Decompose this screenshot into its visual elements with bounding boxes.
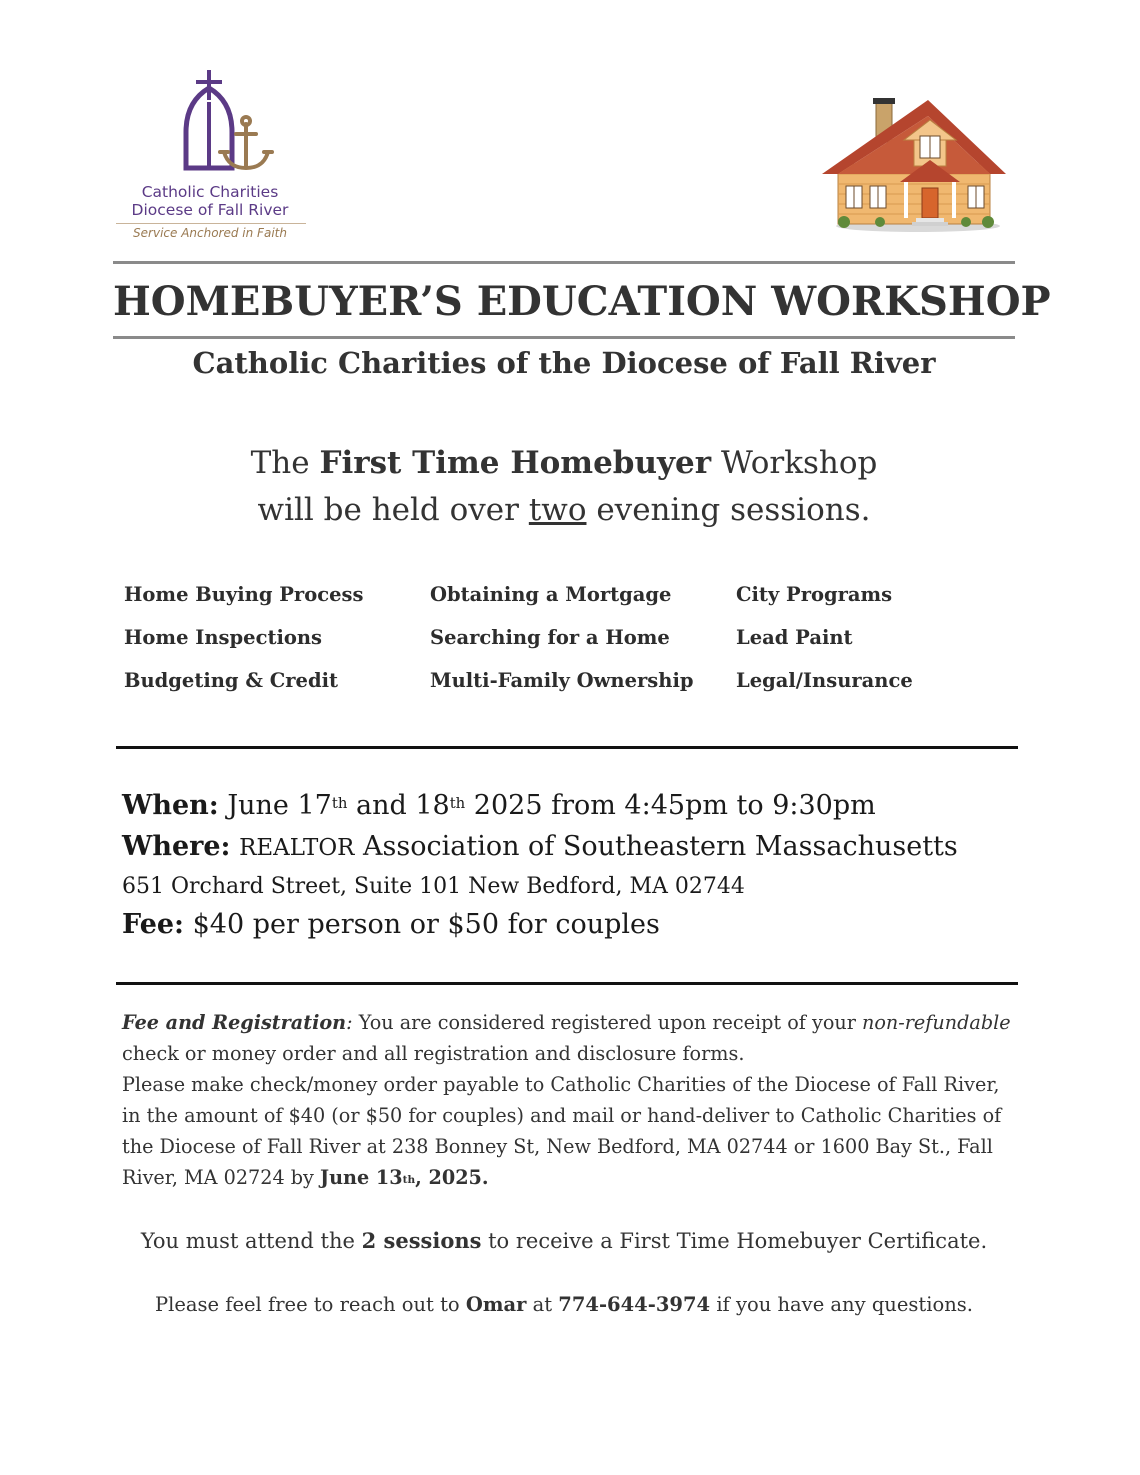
topic-item: Searching for a Home	[430, 626, 670, 649]
non-refundable-text: non-refundable	[862, 1011, 1011, 1034]
fee-line: Fee: $40 per person or $50 for couples	[122, 909, 660, 940]
contact-phone: 774-644-3974	[558, 1293, 711, 1316]
topic-item: Home Inspections	[124, 626, 323, 649]
logo-tagline: Service Anchored in Faith	[133, 226, 287, 240]
workshop-intro	[113, 440, 1015, 534]
where-label: Where:	[122, 831, 231, 862]
logo-line-1: Catholic Charities	[141, 183, 279, 201]
intro-line-2: will be held over two evening sessions.	[257, 492, 871, 528]
intro-underline: two	[528, 492, 587, 528]
title-top-rule	[113, 261, 1015, 264]
page-title: HOMEBUYER’S EDUCATION WORKSHOP	[113, 278, 1051, 325]
topic-item: Home Buying Process	[124, 583, 364, 606]
topic-item: Obtaining a Mortgage	[430, 583, 672, 606]
catholic-charities-logo	[112, 68, 312, 244]
topic-item: Legal/Insurance	[736, 669, 913, 692]
logo-line-2: Diocese of Fall River	[131, 201, 289, 219]
contact-name: Omar	[465, 1293, 527, 1316]
registration-label: Fee and Registration	[122, 1011, 347, 1034]
contact-note: Please feel free to reach out to Omar at 774-644-3974 if you have any questions.	[154, 1293, 973, 1316]
intro-line-1: The First Time Homebuyer Workshop	[250, 445, 878, 481]
intro-bold: First Time Homebuyer	[319, 445, 712, 481]
details-bottom-rule	[116, 982, 1018, 985]
address-line: 651 Orchard Street, Suite 101 New Bedford, MA 02744	[122, 874, 745, 899]
attendance-note: You must attend the 2 sessions to receive a First Time Homebuyer Certificate.	[140, 1228, 988, 1253]
topic-item: Budgeting & Credit	[124, 669, 338, 692]
when-label: When:	[122, 790, 219, 821]
cross-anchor-icon	[112, 68, 312, 180]
topic-item: Lead Paint	[736, 626, 853, 649]
house-icon	[818, 94, 1010, 234]
topic-item: City Programs	[736, 583, 893, 606]
topic-item: Multi-Family Ownership	[430, 669, 694, 692]
organization-subtitle: Catholic Charities of the Diocese of Fall River	[192, 346, 936, 380]
where-line: Where: REALTOR Association of Southeastern Massachusetts	[122, 831, 958, 862]
deadline: June 13th, 2025.	[320, 1166, 489, 1189]
registration-paragraph: Fee and Registration: You are considered registered upon receipt of your non-refundable check or money order and all registration and disclosure forms. Please make check/money order payable to Catholic Charities of the Diocese of Fall River, in the amount of $40 (or $50 for couples) and mail or hand-deliver to Catholic Charities of the Diocese of Fall River at 238 Bonney St, New Bedford, MA 02744 or 1600 Bay St., Fall River, MA 02724 by June 13th, 2025.	[122, 1011, 1011, 1189]
fee-label: Fee:	[122, 909, 185, 940]
house-illustration	[818, 94, 1010, 234]
logo-divider	[116, 223, 306, 224]
when-line: When: June 17th and 18th 2025 from 4:45pm to 9:30pm	[122, 790, 876, 821]
details-top-rule	[116, 746, 1018, 749]
topics-grid	[124, 580, 1024, 695]
title-bottom-rule	[113, 336, 1015, 339]
